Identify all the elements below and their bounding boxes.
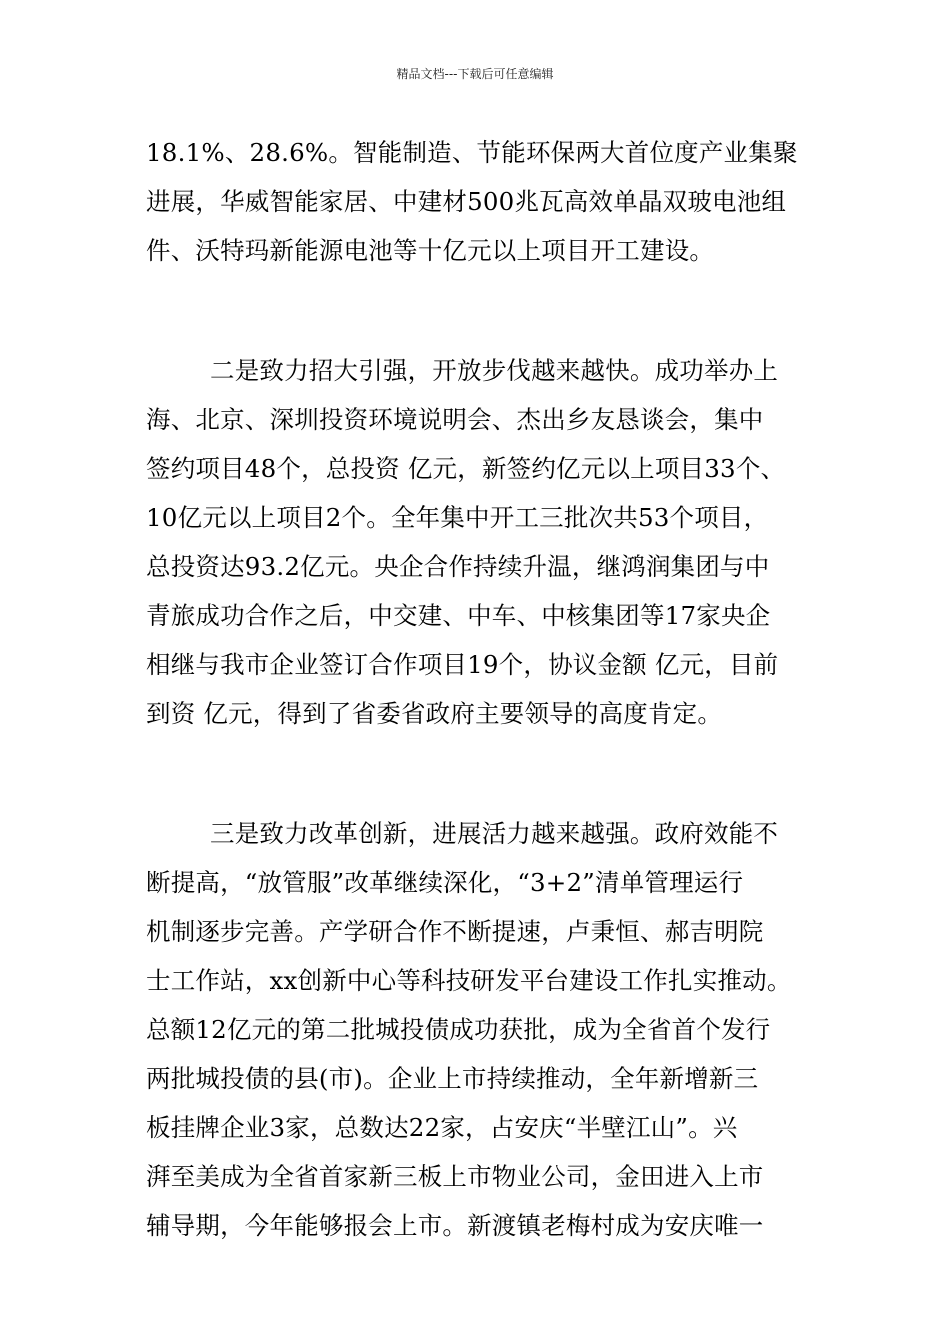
text-line: 三是致力改革创新，进展活力越来越强。政府效能不 <box>210 819 779 848</box>
text-line: 两批城投债的县(市)。企业上市持续推动，全年新增新三 <box>146 1064 759 1093</box>
text-line: 18.1%、28.6%。智能制造、节能环保两大首位度产业集聚 <box>146 138 798 167</box>
text-line: 断提高，“放管服”改革继续深化，“3+2”清单管理运行 <box>146 868 744 897</box>
text-line: 士工作站，xx创新中心等科技研发平台建设工作扎实推动。 <box>146 966 792 995</box>
text-line: 海、北京、深圳投资环境说明会、杰出乡友恳谈会，集中 <box>146 405 764 434</box>
text-line: 相继与我市企业签订合作项目19个，协议金额 亿元，目前 <box>146 650 779 679</box>
paragraph-1 <box>146 128 826 275</box>
text-line: 到资 亿元，得到了省委省政府主要领导的高度肯定。 <box>146 699 723 728</box>
paragraph-2 <box>146 346 826 738</box>
document-body <box>146 128 826 1250</box>
text-line: 总投资达93.2亿元。央企合作持续升温，继鸿润集团与中 <box>146 552 770 581</box>
text-line: 板挂牌企业3家，总数达22家，占安庆“半壁江山”。兴 <box>146 1113 738 1142</box>
paragraph-gap <box>146 738 826 809</box>
text-line: 湃至美成为全省首家新三板上市物业公司，金田进入上市 <box>146 1162 764 1191</box>
text-line: 件、沃特玛新能源电池等十亿元以上项目开工建设。 <box>146 236 715 265</box>
paragraph-gap <box>146 275 826 346</box>
text-line: 二是致力招大引强，开放步伐越来越快。成功举办上 <box>210 356 779 385</box>
text-line: 机制逐步完善。产学研合作不断提速，卢秉恒、郝吉明院 <box>146 917 764 946</box>
text-line: 10亿元以上项目2个。全年集中开工三批次共53个项目， <box>146 503 769 532</box>
paragraph-3 <box>146 809 826 1250</box>
text-line: 总额12亿元的第二批城投债成功获批，成为全省首个发行 <box>146 1015 771 1044</box>
page-header: 精品文档---下载后可任意编辑 <box>396 67 554 81</box>
text-line: 青旅成功合作之后，中交建、中车、中核集团等17家央企 <box>146 601 771 630</box>
text-line: 辅导期，今年能够报会上市。新渡镇老梅村成为安庆唯一 <box>146 1211 764 1240</box>
text-line: 进展，华威智能家居、中建材500兆瓦高效单晶双玻电池组 <box>146 187 787 216</box>
text-line: 签约项目48个，总投资 亿元，新签约亿元以上项目33个、 <box>146 454 786 483</box>
